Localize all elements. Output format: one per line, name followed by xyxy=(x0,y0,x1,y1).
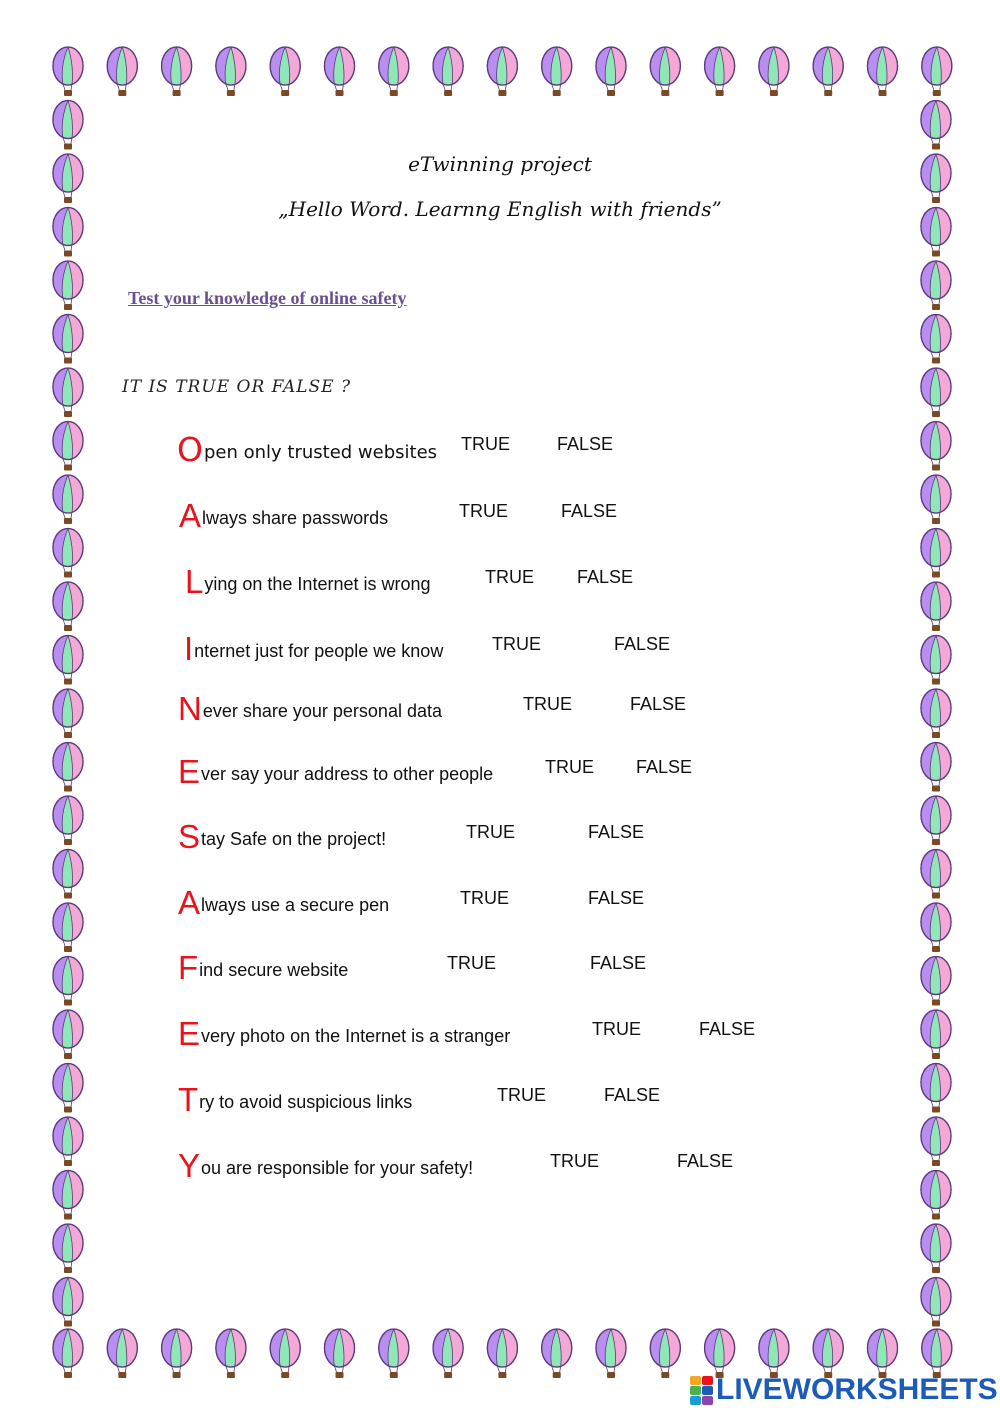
true-option[interactable]: TRUE xyxy=(461,434,510,454)
false-option[interactable]: FALSE xyxy=(590,953,647,973)
hot-air-balloon-icon xyxy=(433,47,463,96)
statement-row xyxy=(0,949,1000,989)
statement-row xyxy=(0,1081,1000,1121)
false-option[interactable]: FALSE xyxy=(630,694,687,714)
statement-text xyxy=(178,1147,473,1185)
hot-air-balloon-icon xyxy=(813,47,843,96)
statement-text xyxy=(177,430,437,469)
hot-air-balloon-icon xyxy=(542,1329,572,1378)
false-option[interactable]: FALSE xyxy=(604,1085,661,1105)
statement-initial: Y xyxy=(178,1147,201,1184)
false-option[interactable]: FALSE xyxy=(557,434,614,454)
true-option[interactable]: TRUE xyxy=(523,694,572,714)
hot-air-balloon-icon xyxy=(162,1329,192,1378)
statement-rest: nternet just for people we know xyxy=(194,641,444,661)
hot-air-balloon-icon xyxy=(921,101,951,150)
hot-air-balloon-icon xyxy=(759,47,789,96)
statement-rest: ry to avoid suspicious links xyxy=(199,1092,413,1112)
statement-initial: F xyxy=(178,949,199,986)
hot-air-balloon-icon xyxy=(705,47,735,96)
true-option[interactable]: TRUE xyxy=(492,634,541,654)
statement-rest: ou are responsible for your safety! xyxy=(201,1158,474,1178)
statement-rest: pen only trusted websites xyxy=(203,442,438,463)
statement-rest: tay Safe on the project! xyxy=(201,829,387,849)
hot-air-balloon-icon xyxy=(53,1278,83,1327)
statement-text xyxy=(178,1081,412,1119)
statement-row xyxy=(0,1015,1000,1055)
statement-initial: I xyxy=(184,630,194,667)
hot-air-balloon-icon xyxy=(921,1224,951,1273)
statement-rest: lways share passwords xyxy=(202,508,389,528)
true-option[interactable]: TRUE xyxy=(485,567,534,587)
statement-initial: T xyxy=(178,1081,199,1118)
hot-air-balloon-icon xyxy=(53,1329,83,1378)
hot-air-balloon-icon xyxy=(53,1224,83,1273)
true-option[interactable]: TRUE xyxy=(466,822,515,842)
hot-air-balloon-icon xyxy=(216,47,246,96)
true-option[interactable]: TRUE xyxy=(592,1019,641,1039)
hot-air-balloon-icon xyxy=(433,1329,463,1378)
hot-air-balloon-icon xyxy=(596,47,626,96)
statement-initial: L xyxy=(185,563,204,600)
true-option[interactable]: TRUE xyxy=(447,953,496,973)
statement-text xyxy=(185,563,431,601)
statement-row xyxy=(0,497,1000,537)
statement-rest: ind secure website xyxy=(199,960,349,980)
statement-initial: E xyxy=(178,753,201,790)
hot-air-balloon-icon xyxy=(650,1329,680,1378)
false-option[interactable]: FALSE xyxy=(636,757,693,777)
hot-air-balloon-icon xyxy=(868,47,898,96)
statement-rest: very photo on the Internet is a stranger xyxy=(201,1026,511,1046)
logo-mark-icon xyxy=(690,1376,712,1404)
statement-row xyxy=(0,1147,1000,1187)
statement-initial: S xyxy=(178,818,201,855)
hot-air-balloon-icon xyxy=(53,101,83,150)
statement-row xyxy=(0,630,1000,670)
statement-text xyxy=(178,753,493,791)
statement-initial: A xyxy=(179,497,202,534)
false-option[interactable]: FALSE xyxy=(677,1151,734,1171)
hot-air-balloon-icon xyxy=(542,47,572,96)
statement-text xyxy=(184,630,443,668)
false-option[interactable]: FALSE xyxy=(588,822,645,842)
false-option[interactable]: FALSE xyxy=(614,634,671,654)
hot-air-balloon-icon xyxy=(53,368,83,417)
instruction-text: IT IS TRUE OR FALSE ? xyxy=(122,377,352,397)
hot-air-balloon-icon xyxy=(107,47,137,96)
hot-air-balloon-icon xyxy=(162,47,192,96)
statement-row xyxy=(0,563,1000,603)
statement-initial: O xyxy=(177,430,203,469)
false-option[interactable]: FALSE xyxy=(588,888,645,908)
hot-air-balloon-icon xyxy=(922,47,952,96)
statement-row xyxy=(0,690,1000,730)
hot-air-balloon-icon xyxy=(922,1329,952,1378)
statement-row xyxy=(0,818,1000,858)
statement-row xyxy=(0,753,1000,793)
hot-air-balloon-icon xyxy=(868,1329,898,1378)
hot-air-balloon-icon xyxy=(487,47,517,96)
hot-air-balloon-icon xyxy=(921,1278,951,1327)
hot-air-balloon-icon xyxy=(216,1329,246,1378)
statement-text xyxy=(179,497,388,535)
statement-text xyxy=(178,949,348,987)
hot-air-balloon-icon xyxy=(53,47,83,96)
hot-air-balloon-icon xyxy=(705,1329,735,1378)
hot-air-balloon-icon xyxy=(107,1329,137,1378)
hot-air-balloon-icon xyxy=(759,1329,789,1378)
statement-initial: A xyxy=(178,884,201,921)
statement-text xyxy=(178,690,442,728)
project-name: „Hello Word. Learnng English with friends” xyxy=(278,197,722,221)
logo-text: LIVEWORKSHEETS xyxy=(716,1373,998,1406)
statement-rest: ying on the Internet is wrong xyxy=(204,574,431,594)
hot-air-balloon-icon xyxy=(379,1329,409,1378)
statement-text xyxy=(178,884,389,922)
hot-air-balloon-icon xyxy=(270,47,300,96)
hot-air-balloon-icon xyxy=(921,261,951,310)
statement-row xyxy=(0,430,1000,470)
false-option[interactable]: FALSE xyxy=(561,501,618,521)
hot-air-balloon-icon xyxy=(53,315,83,364)
hot-air-balloon-icon xyxy=(325,47,355,96)
hot-air-balloon-icon xyxy=(650,47,680,96)
hot-air-balloon-icon xyxy=(921,368,951,417)
true-option[interactable]: TRUE xyxy=(497,1085,546,1105)
true-option[interactable]: TRUE xyxy=(545,757,594,777)
true-option[interactable]: TRUE xyxy=(459,501,508,521)
hot-air-balloon-icon xyxy=(325,1329,355,1378)
hot-air-balloon-icon xyxy=(53,261,83,310)
statement-rest: ver say your address to other people xyxy=(201,764,494,784)
false-option[interactable]: FALSE xyxy=(699,1019,756,1039)
statement-row xyxy=(0,884,1000,924)
statement-rest: lways use a secure pen xyxy=(201,895,390,915)
document-title: eTwinning project xyxy=(408,152,592,176)
false-option[interactable]: FALSE xyxy=(577,567,634,587)
hot-air-balloon-icon xyxy=(270,1329,300,1378)
statement-initial: N xyxy=(178,690,202,727)
hot-air-balloon-icon xyxy=(487,1329,517,1378)
true-option[interactable]: TRUE xyxy=(550,1151,599,1171)
liveworksheets-logo[interactable] xyxy=(690,1372,998,1408)
hot-air-balloon-icon xyxy=(379,47,409,96)
statement-initial: E xyxy=(178,1015,201,1052)
hot-air-balloon-icon xyxy=(921,315,951,364)
true-option[interactable]: TRUE xyxy=(460,888,509,908)
hot-air-balloon-icon xyxy=(596,1329,626,1378)
hot-air-balloon-icon xyxy=(813,1329,843,1378)
worksheet-subtitle: Test your knowledge of online safety xyxy=(128,288,407,308)
statement-rest: ever share your personal data xyxy=(202,701,442,721)
statement-text xyxy=(178,1015,510,1053)
statement-text xyxy=(178,818,386,856)
